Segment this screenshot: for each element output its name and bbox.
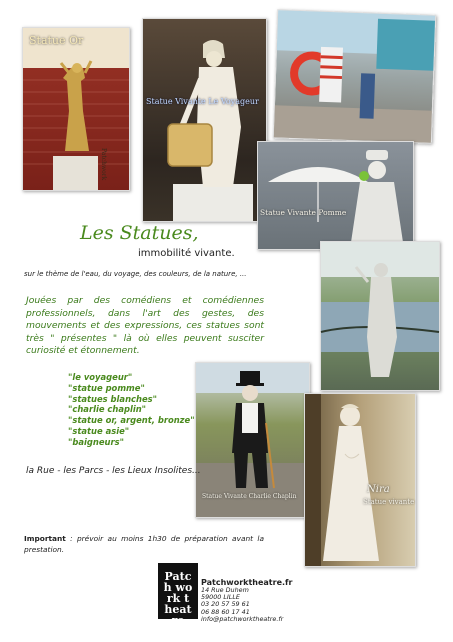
- contact-city: 59000 LILLE: [201, 593, 240, 602]
- page-subtitle: immobilité vivante.: [138, 248, 235, 259]
- contact-email[interactable]: info@patchworktheatre.fr: [201, 614, 284, 623]
- statue-list: [68, 372, 195, 448]
- contact-site[interactable]: Patchworktheatre.fr: [201, 578, 293, 587]
- photo-street-lifebuoy: [273, 9, 436, 143]
- photo-pomme: [257, 141, 414, 250]
- contact-phone-2: 06 88 60 17 41: [201, 607, 250, 616]
- photo-nira: [304, 393, 416, 567]
- important-note: [24, 533, 264, 555]
- photo-voyageur: [142, 18, 267, 222]
- caption-voyageur: Statue Vivante Le Voyageur: [146, 97, 259, 106]
- street-image: [274, 10, 435, 142]
- contact-phone-1: 03 20 57 59 61: [201, 600, 250, 609]
- places-line: la Rue - les Parcs - les Lieux Insolites...: [26, 466, 201, 476]
- contact-street: 14 Rue Duhem: [201, 586, 249, 594]
- list-item: "statue pomme": [68, 382, 145, 393]
- patchwork-logo: [158, 563, 198, 627]
- voyageur-image: [143, 19, 266, 221]
- list-item: "le voyageur": [68, 372, 133, 382]
- list-item: "statue asie": [68, 425, 130, 436]
- important-label: Important: [24, 534, 66, 543]
- caption-nira-sub: Statue vivante: [363, 498, 415, 506]
- list-item: "statues blanches": [68, 393, 157, 404]
- contact-block: [201, 578, 292, 623]
- photo-chaplin: [195, 362, 310, 518]
- pomme-image: [258, 142, 413, 249]
- park-image: [321, 242, 439, 390]
- caption-chaplin: Statue Vivante Charlie Chaplin: [202, 493, 297, 500]
- important-text: : prévoir au moins 1h30 de préparation avant la prestation.: [24, 534, 264, 554]
- photo-statue-or: [22, 27, 130, 191]
- caption-statue-or: Statue Or: [29, 34, 84, 47]
- description-paragraph: Jouées par des comédiens et comédiennes professionnels, dans l'art des gestes, des mouvements et des expressions, ces statues sont très " présentes " là où elles peuvent susciter curiosité et étonnement.: [26, 295, 264, 357]
- watermark-patchwork: Patchwork: [100, 148, 107, 181]
- theme-line: sur le thème de l'eau, du voyage, des couleurs, de la nature, ...: [24, 270, 247, 278]
- page-title: Les Statues,: [80, 222, 199, 244]
- photo-park-statue: [320, 241, 440, 391]
- logo-text: Patch work theatre: [163, 570, 193, 627]
- list-item: "baigneurs": [68, 436, 124, 447]
- list-item: "statue or, argent, bronze": [68, 415, 195, 426]
- caption-pomme: Statue Vivante Pomme: [260, 208, 347, 217]
- nira-image: [305, 394, 415, 566]
- brick-wall-image: [23, 28, 129, 190]
- caption-nira: Nira: [367, 484, 390, 495]
- list-item: "charlie chaplin": [68, 404, 147, 415]
